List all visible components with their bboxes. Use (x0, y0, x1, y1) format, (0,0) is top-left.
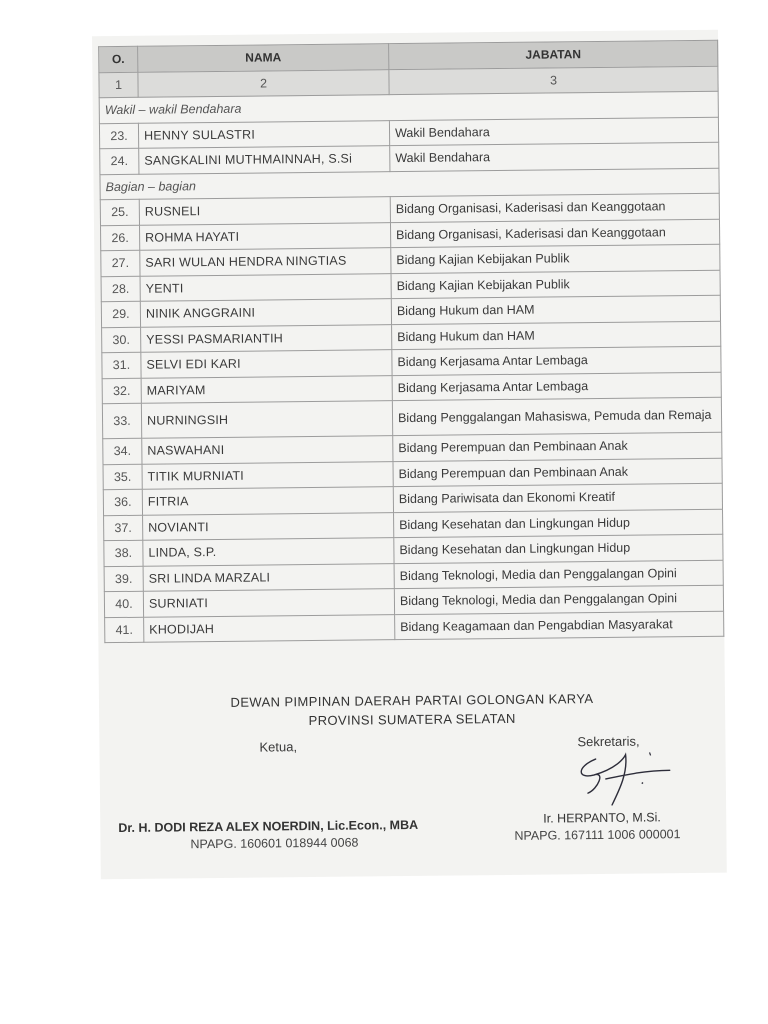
secretary-title: Sekretaris, (577, 733, 640, 750)
secretary-name: Ir. HERPANTO, M.Si. (543, 810, 661, 826)
header-nama: NAMA (138, 44, 389, 72)
cell-jabatan: Bidang Organisasi, Kaderisasi dan Keanggotaan (390, 193, 719, 222)
cell-no: 30. (102, 327, 141, 353)
cell-no: 35. (103, 464, 142, 490)
cell-nama: FITRIA (142, 487, 393, 515)
cell-nama: SELVI EDI KARI (141, 350, 392, 378)
cell-nama: RUSNELI (139, 197, 390, 225)
organization-name: DEWAN PIMPINAN DAERAH PARTAI GOLONGAN KARYA (230, 691, 594, 710)
cell-no: 32. (102, 378, 141, 404)
column-number: 1 (99, 72, 138, 98)
cell-nama: NURNINGSIH (141, 401, 392, 439)
cell-nama: NASWAHANI (142, 436, 393, 464)
cell-no: 28. (101, 276, 140, 302)
cell-no: 36. (103, 489, 142, 515)
cell-jabatan: Bidang Perempuan dan Pembinaan Anak (393, 458, 722, 487)
cell-jabatan: Bidang Kesehatan dan Lingkungan Hidup (394, 534, 723, 563)
cell-nama: LINDA, S.P. (143, 538, 394, 566)
cell-nama: SRI LINDA MARZALI (143, 563, 394, 591)
section-title: Wakil – wakil Bendahara (99, 91, 718, 123)
cell-no: 40. (104, 591, 143, 617)
cell-no: 38. (104, 540, 143, 566)
cell-no: 29. (101, 301, 140, 327)
cell-nama: HENNY SULASTRI (138, 120, 389, 148)
cell-nama: SURNIATI (143, 589, 394, 617)
cell-jabatan: Bidang Kerjasama Antar Lembaga (392, 346, 721, 375)
cell-jabatan: Bidang Keagamaan dan Pengabdian Masyarakat (395, 611, 724, 640)
cell-jabatan: Bidang Pariwisata dan Ekonomi Kreatif (393, 483, 722, 512)
cell-jabatan: Wakil Bendahara (390, 142, 719, 171)
cell-no: 34. (103, 438, 142, 464)
cell-no: 24. (100, 148, 139, 174)
cell-jabatan: Bidang Hukum dan HAM (392, 321, 721, 350)
chair-title: Ketua, (259, 739, 298, 755)
cell-nama: MARIYAM (141, 375, 392, 403)
signature-image (566, 748, 677, 809)
section-title: Bagian – bagian (100, 168, 719, 200)
cell-jabatan: Bidang Kajian Kebijakan Publik (391, 270, 720, 299)
cell-jabatan: Bidang Teknologi, Media dan Penggalangan Opini (394, 585, 723, 614)
header-jabatan: JABATAN (389, 40, 718, 69)
column-number: 3 (389, 66, 718, 95)
cell-nama: KHODIJAH (144, 614, 395, 642)
cell-no: 25. (100, 199, 139, 225)
cell-no: 39. (104, 566, 143, 592)
cell-no: 41. (105, 617, 144, 643)
cell-jabatan: Bidang Organisasi, Kaderisasi dan Keanggotaan (390, 219, 719, 248)
cell-nama: SANGKALINI MUTHMAINNAH, S.Si (139, 146, 390, 174)
cell-jabatan: Bidang Teknologi, Media dan Penggalangan Opini (394, 560, 723, 589)
cell-no: 23. (99, 123, 138, 149)
organization-province: PROVINSI SUMATERA SELATAN (308, 710, 516, 729)
cell-no: 37. (104, 515, 143, 541)
cell-nama: SARI WULAN HENDRA NINGTIAS (140, 248, 391, 276)
cell-no: 33. (102, 403, 141, 438)
cell-jabatan: Bidang Kesehatan dan Lingkungan Hidup (394, 509, 723, 538)
chair-name: Dr. H. DODI REZA ALEX NOERDIN, Lic.Econ., MBA (118, 817, 419, 836)
header-no: O. (99, 46, 138, 72)
column-number: 2 (138, 69, 389, 97)
cell-nama: NOVIANTI (143, 512, 394, 540)
cell-jabatan: Bidang Hukum dan HAM (391, 295, 720, 324)
document-page (92, 30, 727, 880)
cell-nama: YESSI PASMARIANTIH (141, 324, 392, 352)
cell-no: 31. (102, 352, 141, 378)
cell-jabatan: Bidang Penggalangan Mahasiswa, Pemuda dan Remaja (392, 397, 721, 435)
cell-jabatan: Bidang Kajian Kebijakan Publik (391, 244, 720, 273)
signature-block (92, 30, 727, 880)
cell-jabatan: Wakil Bendahara (389, 117, 718, 146)
cell-nama: YENTI (140, 273, 391, 301)
cell-nama: TITIK MURNIATI (142, 461, 393, 489)
cell-nama: ROHMA HAYATI (139, 222, 390, 250)
secretary-member-id: NPAPG. 167111 1006 000001 (514, 827, 681, 843)
cell-no: 27. (101, 250, 140, 276)
cell-jabatan: Bidang Perempuan dan Pembinaan Anak (393, 432, 722, 461)
cell-no: 26. (100, 225, 139, 251)
cell-nama: NINIK ANGGRAINI (140, 299, 391, 327)
cell-jabatan: Bidang Kerjasama Antar Lembaga (392, 372, 721, 401)
chair-member-id: NPAPG. 160601 018944 0068 (190, 835, 359, 852)
